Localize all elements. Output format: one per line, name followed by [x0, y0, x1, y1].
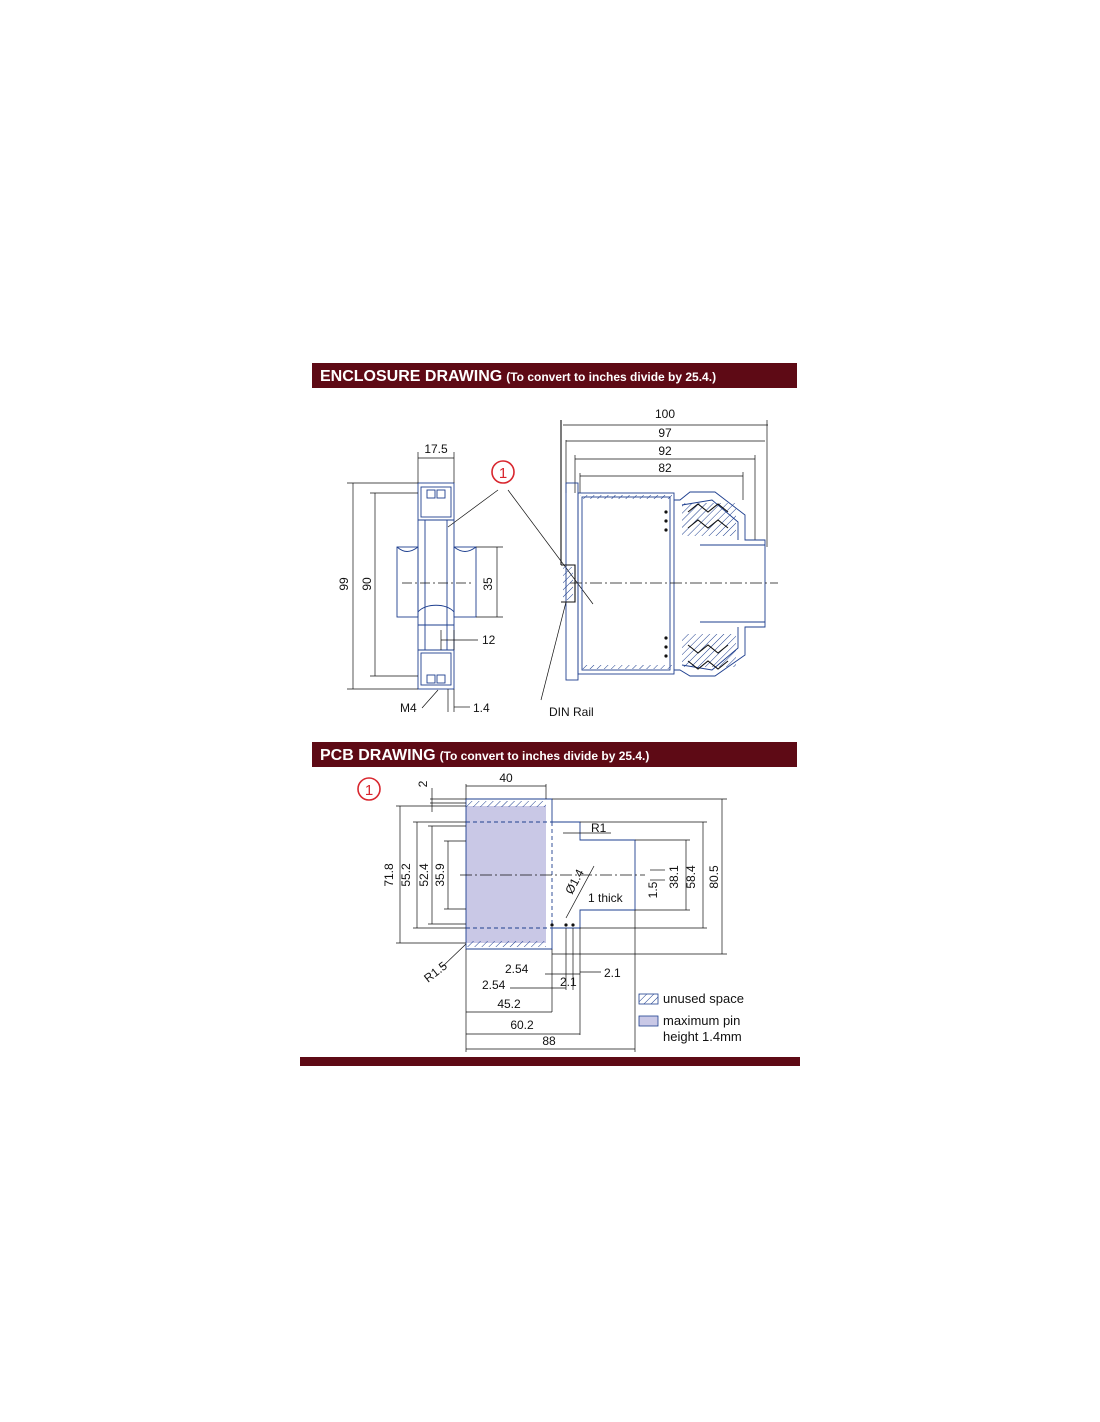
max-pin-region — [466, 806, 546, 943]
dim-99: 99 — [337, 577, 351, 591]
dim-45-2: 45.2 — [497, 997, 521, 1011]
pcb-title: PCB DRAWING — [320, 747, 436, 764]
dim-12: 12 — [482, 633, 496, 647]
dim-35: 35 — [481, 577, 495, 591]
dim-90: 90 — [360, 577, 374, 591]
legend-unused-space: unused space — [663, 991, 744, 1006]
dim-2: 2 — [416, 780, 430, 788]
dim-92: 92 — [658, 444, 672, 458]
legend-hatch-swatch — [639, 994, 658, 1004]
dim-r1-5: R1.5 — [421, 958, 450, 986]
dim-17-5: 17.5 — [424, 442, 448, 456]
enclosure-side-view — [541, 407, 778, 719]
enclosure-subtitle: (To convert to inches divide by 25.4.) — [506, 370, 717, 384]
dim-58-4: 58.4 — [684, 865, 698, 889]
dim-80-5: 80.5 — [707, 865, 721, 889]
dim-2-54-b: 2.54 — [482, 978, 506, 992]
din-rail-label: DIN Rail — [549, 705, 594, 719]
dim-38-1: 38.1 — [667, 865, 681, 889]
dim-40: 40 — [499, 771, 513, 785]
dim-55-2: 55.2 — [399, 863, 413, 887]
pcb-callout: 1 — [364, 782, 374, 799]
dim-2-1-b: 2.1 — [560, 975, 577, 989]
dim-35-9: 35.9 — [433, 863, 447, 887]
dim-1-4: 1.4 — [473, 701, 490, 715]
dim-1-5: 1.5 — [646, 881, 660, 899]
dim-88: 88 — [542, 1034, 556, 1048]
pcb-drawing — [358, 771, 744, 1052]
enclosure-front-view — [337, 442, 503, 715]
dim-r1: R1 — [591, 821, 607, 835]
dim-52-4: 52.4 — [417, 863, 431, 887]
svg-text:1: 1 — [498, 465, 508, 482]
dim-71-8: 71.8 — [382, 863, 396, 887]
dim-100: 100 — [654, 407, 676, 421]
legend-max-pin-2: height 1.4mm — [663, 1029, 742, 1044]
dim-dia-1-4: Ø1.4 — [562, 866, 587, 897]
dim-m4: M4 — [400, 701, 417, 715]
enclosure-title: ENCLOSURE DRAWING — [320, 368, 503, 385]
dim-97: 97 — [658, 426, 672, 440]
dim-1-thick: 1 thick — [588, 891, 623, 905]
legend-pin-swatch — [639, 1016, 658, 1026]
pcb-subtitle: (To convert to inches divide by 25.4.) — [439, 749, 650, 763]
dim-2-1-a: 2.1 — [604, 966, 621, 980]
dim-60-2: 60.2 — [510, 1018, 534, 1032]
dim-82: 82 — [658, 461, 672, 475]
dim-2-54-a: 2.54 — [505, 962, 529, 976]
legend-max-pin-1: maximum pin — [663, 1013, 741, 1028]
